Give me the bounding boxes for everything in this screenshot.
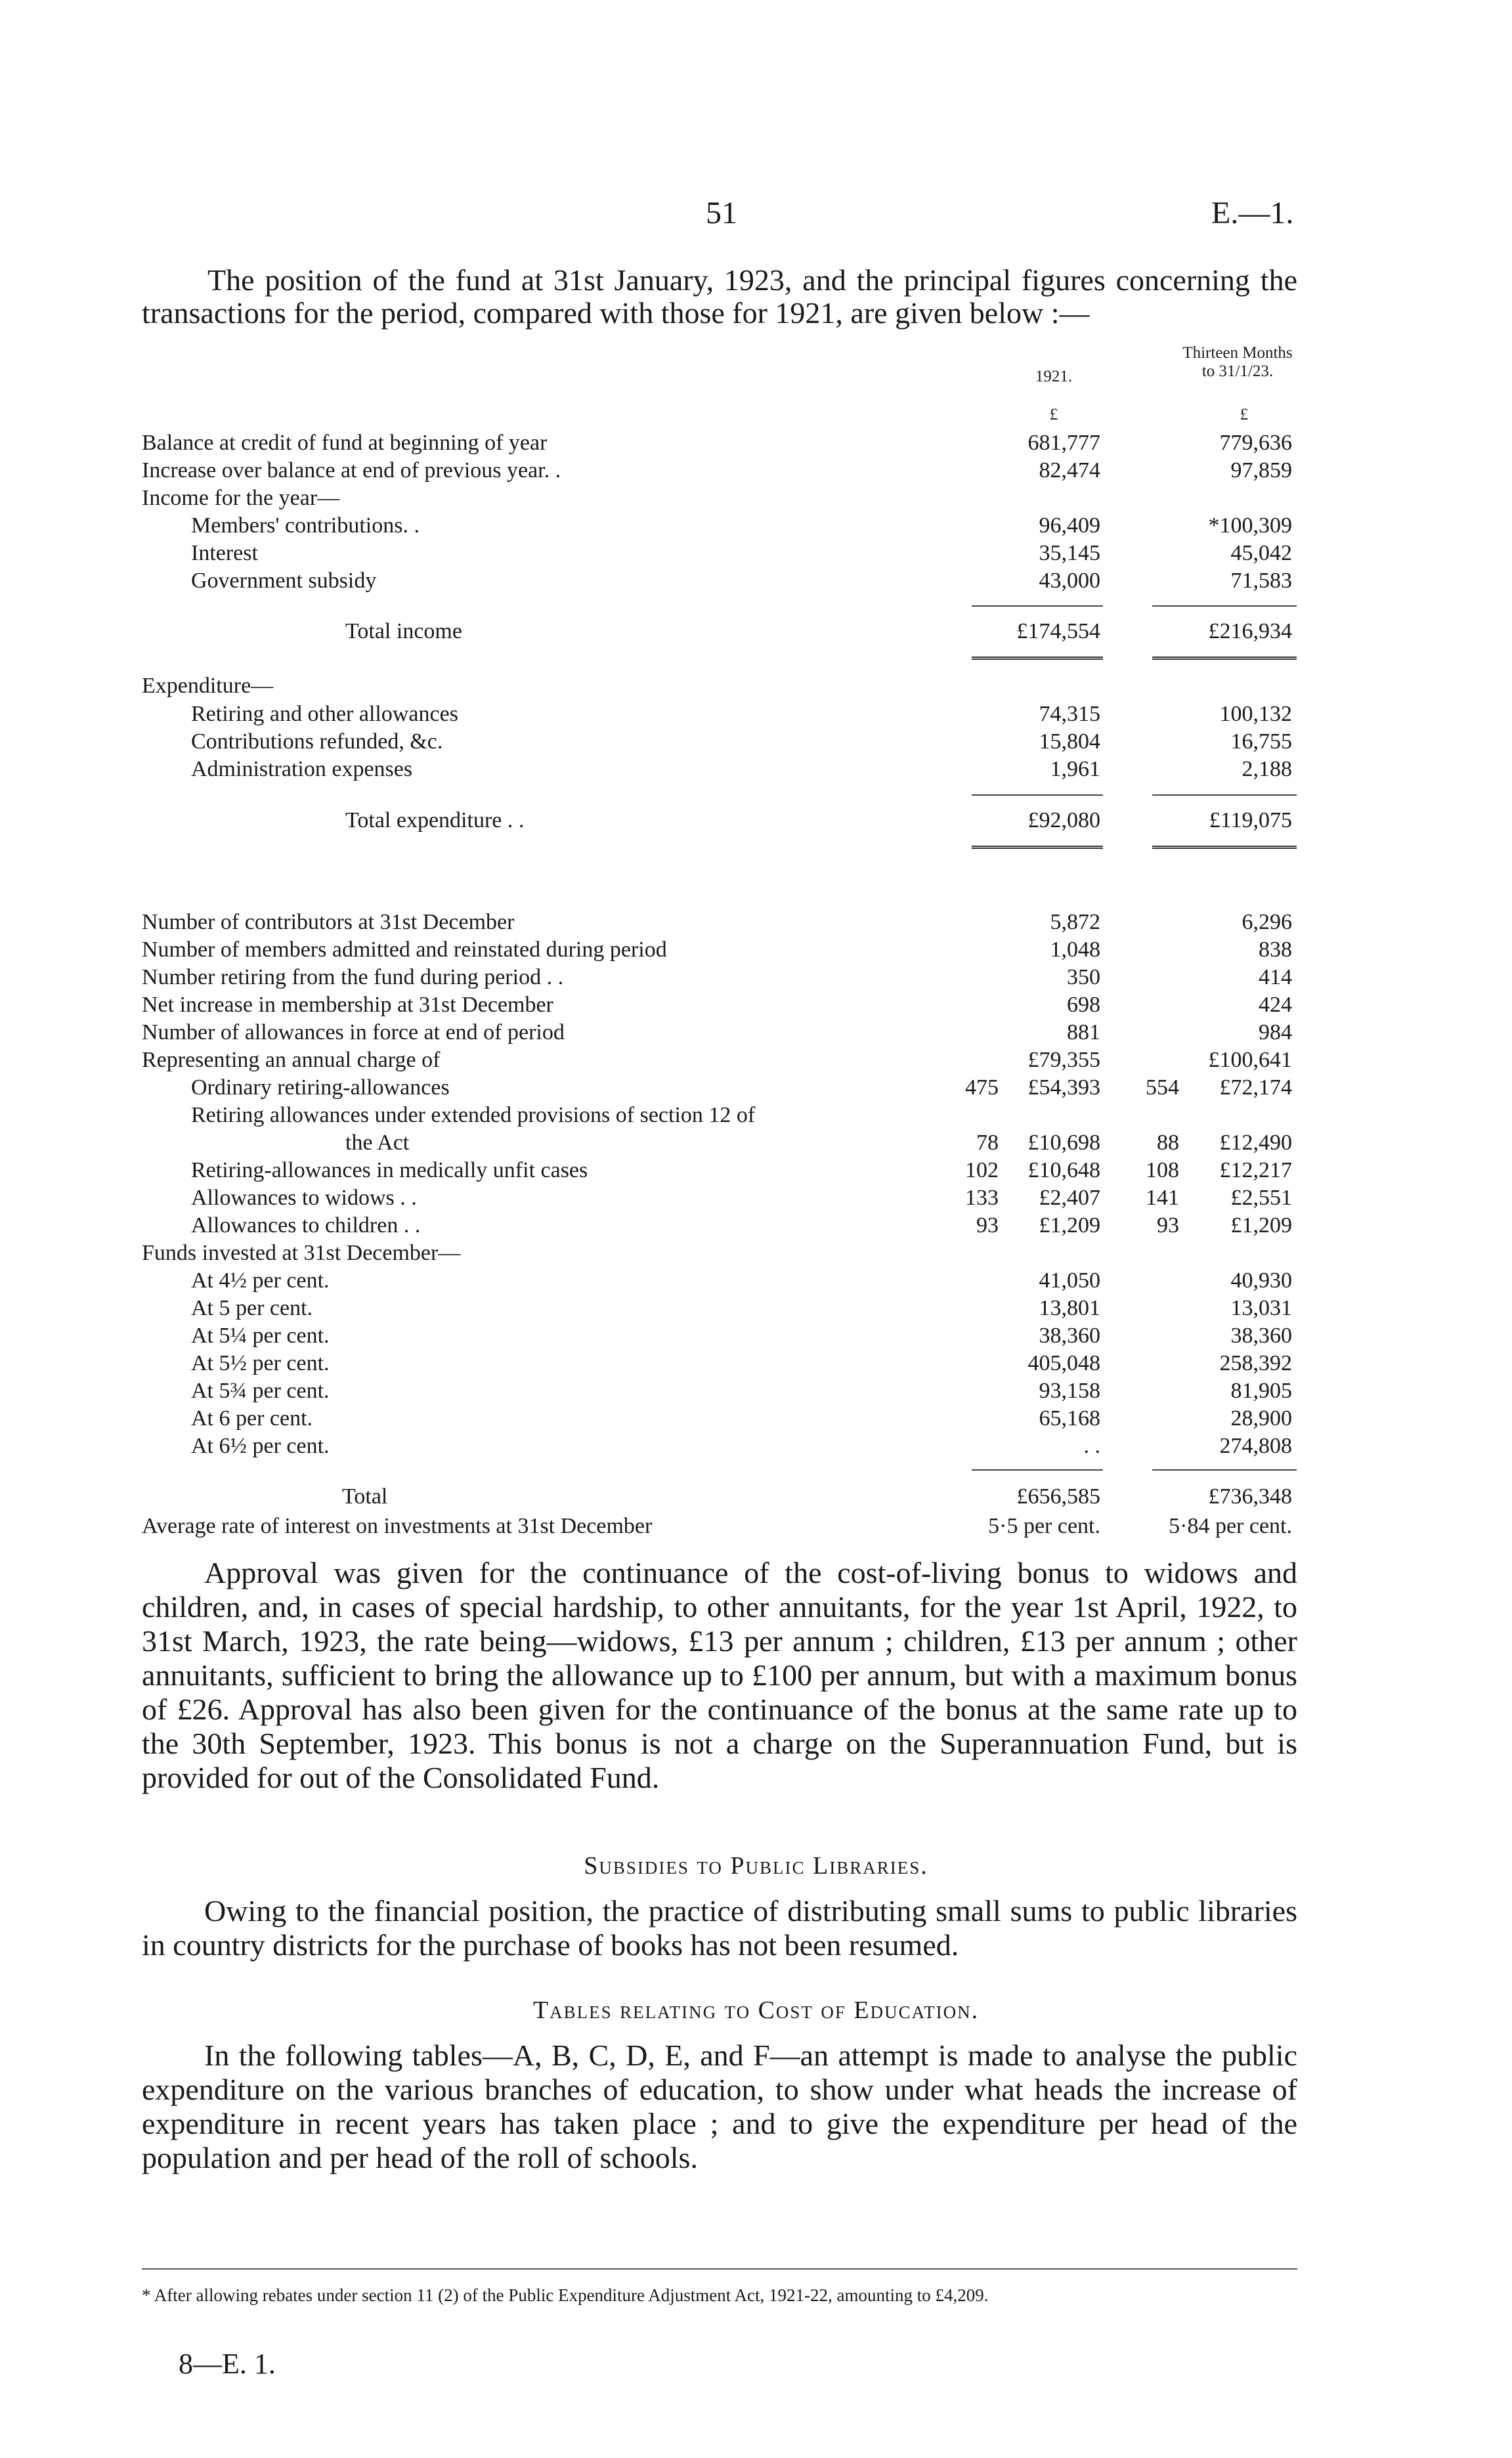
fund-row-label: Contributions refunded, &c. bbox=[191, 729, 443, 754]
fund-value-1923: 71,583 bbox=[1230, 569, 1292, 593]
membership-row-label: Net increase in membership at 31st December bbox=[142, 993, 553, 1017]
value-1923: 984 bbox=[1259, 1020, 1292, 1045]
fund-value-1923: 45,042 bbox=[1230, 541, 1292, 565]
tables-text: In the following tables—A, B, C, D, E, and F—an attempt is made to analyse the public expenditure on the various branches of education, to show under what heads the increase of expenditure in recent years has taken place ; and to give the expenditure per head of the population and per head of the roll of schools. bbox=[142, 2038, 1297, 2174]
count-1923: 88 bbox=[1157, 1131, 1179, 1155]
value-1923: 258,392 bbox=[1219, 1351, 1292, 1375]
membership-row bbox=[142, 937, 1297, 963]
fund-value-1923: £216,934 bbox=[1208, 619, 1292, 643]
fund-row bbox=[142, 673, 1297, 699]
membership-row-label: Representing an annual charge of bbox=[142, 1048, 441, 1072]
fund-value-1921: 96,409 bbox=[1039, 513, 1100, 538]
value-1921: 38,360 bbox=[1039, 1324, 1100, 1348]
fund-value-1923: *100,309 bbox=[1208, 513, 1292, 538]
count-1923: 141 bbox=[1146, 1186, 1179, 1210]
value-1923: £2,551 bbox=[1230, 1186, 1292, 1210]
page-number: 51 bbox=[706, 196, 737, 230]
membership-row bbox=[142, 1513, 1297, 1540]
fund-row-label: Interest bbox=[191, 541, 258, 565]
total-rule-3 bbox=[972, 846, 1103, 849]
value-1921: 698 bbox=[1067, 993, 1100, 1017]
fund-row bbox=[142, 430, 1297, 456]
subtotal-rule-3 bbox=[972, 794, 1103, 796]
column-header-1921: 1921. bbox=[1035, 368, 1073, 385]
count-1921: 102 bbox=[965, 1158, 999, 1182]
fund-row bbox=[142, 618, 1297, 645]
value-1921: £2,407 bbox=[1039, 1186, 1100, 1210]
fund-value-1921: 43,000 bbox=[1039, 569, 1100, 593]
value-1923: £12,490 bbox=[1219, 1131, 1292, 1155]
value-1923: £736,348 bbox=[1208, 1484, 1292, 1509]
libraries-heading: Subsidies to Public Libraries. bbox=[584, 1852, 928, 1880]
value-1921: 41,050 bbox=[1039, 1268, 1100, 1293]
count-1923: 108 bbox=[1146, 1158, 1179, 1182]
membership-row bbox=[142, 1295, 1297, 1322]
membership-row-label: Allowances to children . . bbox=[191, 1213, 421, 1238]
fund-row-label: Retiring and other allowances bbox=[191, 702, 458, 726]
value-1921: 5,872 bbox=[1050, 910, 1100, 934]
fund-value-1923: 97,859 bbox=[1230, 458, 1292, 483]
membership-row bbox=[142, 1075, 1297, 1101]
membership-row bbox=[142, 1406, 1297, 1432]
fund-value-1921: 35,145 bbox=[1039, 541, 1100, 565]
subtotal-rule-4 bbox=[1152, 794, 1297, 796]
membership-row bbox=[142, 909, 1297, 936]
membership-row-label: Number of members admitted and reinstated during period bbox=[142, 938, 667, 962]
membership-row bbox=[142, 1130, 1297, 1156]
value-1923: 13,031 bbox=[1230, 1296, 1292, 1320]
membership-row bbox=[142, 1047, 1297, 1073]
membership-row-label: Ordinary retiring-allowances bbox=[191, 1075, 450, 1100]
fund-row-label: Income for the year— bbox=[142, 486, 340, 510]
intro-paragraph bbox=[142, 264, 1297, 330]
value-1923: 6,296 bbox=[1242, 910, 1292, 934]
value-1923: 40,930 bbox=[1230, 1268, 1292, 1293]
value-1923: 81,905 bbox=[1230, 1379, 1292, 1403]
fund-row bbox=[142, 540, 1297, 567]
membership-row-label: Retiring allowances under extended provisions of section 12 of bbox=[191, 1103, 756, 1127]
membership-row-label: Funds invested at 31st December— bbox=[142, 1241, 461, 1265]
fund-value-1923: 2,188 bbox=[1242, 757, 1292, 781]
fund-value-1921: £92,080 bbox=[1027, 808, 1100, 832]
value-1923: £72,174 bbox=[1219, 1075, 1292, 1100]
fund-row-label: Members' contributions. . bbox=[191, 513, 420, 538]
membership-row-label: At 5 per cent. bbox=[191, 1296, 313, 1320]
subtotal-rule-1 bbox=[972, 605, 1103, 607]
page-signature: 8—E. 1. bbox=[179, 2348, 276, 2380]
membership-row-label: Number of allowances in force at end of period bbox=[142, 1020, 565, 1045]
count-1921: 133 bbox=[965, 1186, 999, 1210]
value-1921: £10,648 bbox=[1027, 1158, 1100, 1182]
fund-row-label: Total expenditure . . bbox=[345, 808, 525, 832]
count-1921: 93 bbox=[976, 1213, 999, 1238]
document-code: E.—1. bbox=[1211, 196, 1294, 230]
membership-row bbox=[142, 1378, 1297, 1404]
value-1921: 5·5 per cent. bbox=[988, 1514, 1100, 1538]
footnote: * After allowing rebates under section 11 (2) of the Public Expenditure Adjustment Act, 1921-22, amounting to £4,209. bbox=[142, 2285, 989, 2305]
value-1921: 350 bbox=[1067, 965, 1100, 989]
membership-row-label: Number of contributors at 31st December bbox=[142, 910, 515, 934]
fund-value-1921: 82,474 bbox=[1039, 458, 1100, 483]
fund-row bbox=[142, 568, 1297, 594]
bonus-text: Approval was given for the continuance of the cost-of-living bonus to widows and children, and, in cases of special hardship, to other annuitants, for the year 1st April, 1922, to 31st March, 1923, the rate being—widows, £13 per annum ; children, £13 per annum ; other annuitants, sufficient to bring the allowance up to £100 per annum, but with a maximum bonus of £26. Approval has also been given for the continuance of the bonus at the same rate up to the 30th September, 1923. This bonus is not a charge on the Superannuation Fund, but is provided for out of the Consolidated Fund. bbox=[142, 1556, 1297, 1794]
membership-row bbox=[142, 1268, 1297, 1294]
fund-row-label: Government subsidy bbox=[191, 569, 377, 593]
fund-row-label: Administration expenses bbox=[191, 757, 413, 781]
fund-row-label: Increase over balance at end of previous year. . bbox=[142, 458, 561, 483]
fund-value-1921: 74,315 bbox=[1039, 702, 1100, 726]
value-1921: £54,393 bbox=[1027, 1075, 1100, 1100]
count-1921: 78 bbox=[976, 1131, 999, 1155]
membership-row bbox=[142, 1350, 1297, 1377]
value-1921: £79,355 bbox=[1027, 1048, 1100, 1072]
column-unit-2: £ bbox=[1240, 406, 1249, 423]
fund-row bbox=[142, 485, 1297, 511]
value-1923: £1,209 bbox=[1230, 1213, 1292, 1238]
membership-row bbox=[142, 1185, 1297, 1211]
intro-text: The position of the fund at 31st January, 1923, and the principal figures concerning the transactions for the period, compared with those for 1921, are given below :— bbox=[142, 263, 1297, 330]
value-1921: 93,158 bbox=[1039, 1379, 1100, 1403]
libraries-paragraph bbox=[142, 1894, 1297, 1962]
membership-row bbox=[142, 1020, 1297, 1046]
membership-row-label: At 5½ per cent. bbox=[191, 1351, 330, 1375]
fund-row bbox=[142, 808, 1297, 834]
invest-rule-1 bbox=[972, 1469, 1103, 1471]
value-1921: 13,801 bbox=[1039, 1296, 1100, 1320]
value-1921: 1,048 bbox=[1050, 938, 1100, 962]
membership-row-label: Average rate of interest on investments at 31st December bbox=[142, 1514, 653, 1538]
count-1923: 93 bbox=[1157, 1213, 1179, 1238]
fund-value-1923: 16,755 bbox=[1230, 729, 1292, 754]
value-1923: 838 bbox=[1259, 938, 1292, 962]
value-1923: 28,900 bbox=[1230, 1406, 1292, 1431]
total-rule-1 bbox=[972, 657, 1103, 660]
footnote-divider bbox=[142, 2268, 1297, 2270]
membership-row bbox=[142, 1433, 1297, 1459]
value-1921: £10,698 bbox=[1027, 1131, 1100, 1155]
membership-row-label: the Act bbox=[345, 1131, 410, 1155]
bonus-paragraph bbox=[142, 1556, 1297, 1795]
tables-heading: Tables relating to Cost of Education. bbox=[532, 1996, 980, 2024]
value-1923: 414 bbox=[1259, 965, 1292, 989]
column-header-thirteen-months: Thirteen Months to 31/1/23. bbox=[1182, 344, 1293, 380]
fund-row bbox=[142, 701, 1297, 727]
value-1923: £100,641 bbox=[1208, 1048, 1292, 1072]
fund-row bbox=[142, 513, 1297, 539]
fund-row-label: Balance at credit of fund at beginning of year bbox=[142, 431, 548, 455]
membership-row bbox=[142, 964, 1297, 991]
value-1921: 65,168 bbox=[1039, 1406, 1100, 1431]
value-1923: 274,808 bbox=[1219, 1434, 1292, 1458]
membership-row bbox=[142, 1102, 1297, 1129]
membership-row bbox=[142, 1213, 1297, 1239]
value-1923: 424 bbox=[1259, 993, 1292, 1017]
value-1921: 881 bbox=[1067, 1020, 1100, 1045]
membership-row-label: At 5¼ per cent. bbox=[191, 1324, 330, 1348]
fund-value-1921: 681,777 bbox=[1027, 431, 1100, 455]
membership-row-label: Allowances to widows . . bbox=[191, 1186, 417, 1210]
fund-row-label: Expenditure— bbox=[142, 674, 274, 698]
membership-row bbox=[142, 1240, 1297, 1266]
membership-row bbox=[142, 992, 1297, 1018]
value-1921: . . bbox=[1083, 1434, 1100, 1458]
value-1923: 5·84 per cent. bbox=[1169, 1514, 1292, 1538]
membership-row bbox=[142, 1157, 1297, 1184]
fund-row bbox=[142, 756, 1297, 783]
membership-row bbox=[142, 1323, 1297, 1349]
subtotal-rule-2 bbox=[1152, 605, 1297, 607]
count-1921: 475 bbox=[965, 1075, 999, 1100]
fund-value-1923: £119,075 bbox=[1209, 808, 1292, 832]
membership-row-label: At 5¾ per cent. bbox=[191, 1379, 330, 1403]
value-1921: 405,048 bbox=[1027, 1351, 1100, 1375]
membership-row-label: At 4½ per cent. bbox=[191, 1268, 330, 1293]
tables-paragraph bbox=[142, 2038, 1297, 2175]
membership-row-label: Retiring-allowances in medically unfit cases bbox=[191, 1158, 588, 1182]
count-1923: 554 bbox=[1146, 1075, 1179, 1100]
column-unit-1: £ bbox=[1049, 406, 1058, 423]
fund-value-1921: 1,961 bbox=[1050, 757, 1100, 781]
fund-row bbox=[142, 729, 1297, 755]
membership-row-label: At 6½ per cent. bbox=[191, 1434, 330, 1458]
fund-value-1923: 779,636 bbox=[1219, 431, 1292, 455]
invest-rule-2 bbox=[1152, 1469, 1297, 1471]
libraries-text: Owing to the financial position, the practice of distributing small sums to public libraries in country districts for the purchase of books has not been resumed. bbox=[142, 1894, 1297, 1962]
membership-row-label: At 6 per cent. bbox=[191, 1406, 313, 1431]
value-1921: £656,585 bbox=[1016, 1484, 1100, 1509]
value-1923: £12,217 bbox=[1219, 1158, 1292, 1182]
value-1921: £1,209 bbox=[1039, 1213, 1100, 1238]
membership-row-label: Total bbox=[342, 1484, 388, 1509]
fund-row-label: Total income bbox=[345, 619, 462, 643]
fund-value-1921: £174,554 bbox=[1016, 619, 1100, 643]
total-rule-2 bbox=[1152, 657, 1297, 660]
value-1923: 38,360 bbox=[1230, 1324, 1292, 1348]
fund-value-1923: 100,132 bbox=[1219, 702, 1292, 726]
fund-value-1921: 15,804 bbox=[1039, 729, 1100, 754]
total-rule-4 bbox=[1152, 846, 1297, 849]
membership-row-label: Number retiring from the fund during period . . bbox=[142, 965, 564, 989]
membership-row bbox=[142, 1484, 1297, 1510]
fund-row bbox=[142, 458, 1297, 484]
